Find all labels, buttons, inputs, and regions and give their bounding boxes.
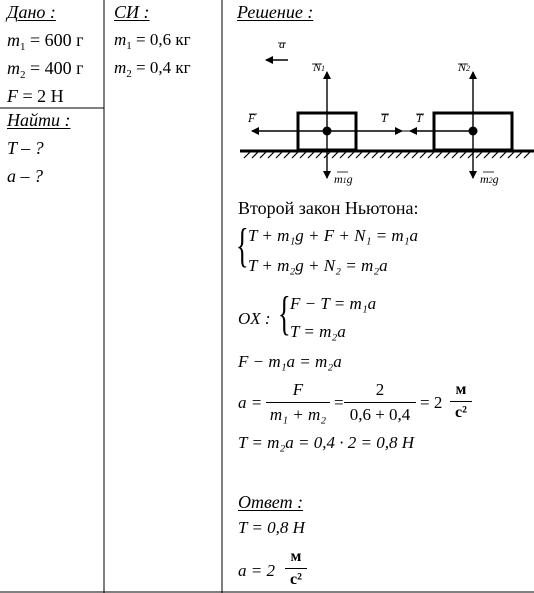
combined-equation: F − m₁a = m₂a (238, 352, 342, 371)
a-fraction-2-den: 0,6 + 0,4 (349, 405, 411, 424)
si-m2-value: = 0,4 кг (131, 58, 191, 77)
label-t-left: T (381, 111, 388, 125)
a-fraction-2-num: 2 (375, 380, 385, 399)
si-m2 (114, 58, 191, 80)
a-fraction-1-num: F (292, 380, 304, 399)
given-m2-index: 2 (20, 69, 26, 81)
given-header: Дано : (7, 2, 56, 22)
label-m2g: m2g (480, 172, 499, 186)
ox-label: OX : (238, 309, 271, 328)
newton-title: Второй закон Ньютона: (238, 198, 419, 218)
given-m1-symbol: m (7, 30, 20, 50)
answer-t: T = 0,8 Н (238, 518, 305, 537)
a-fraction-1 (266, 380, 330, 425)
label-n1: N1 (313, 60, 326, 74)
find-a: a – ? (7, 166, 43, 186)
system-1-line-1: T + m₁g + F + N₁ = m₁a (248, 226, 419, 245)
a-unit: м с² (450, 381, 472, 422)
system-1-line-2: T + m₂g + N₂ = m₂a (248, 256, 388, 275)
answer-header: Ответ : (238, 492, 304, 512)
given-m1-index: 1 (20, 41, 26, 53)
system-2-line-2: T = m₂a (290, 322, 346, 341)
given-m1 (7, 30, 84, 53)
label-t-right: T (416, 111, 423, 125)
si-m1 (114, 30, 191, 52)
t-calculation: T = m₂a = 0,4 · 2 = 0,8 Н (238, 433, 415, 452)
si-header: СИ : (114, 2, 150, 22)
solution-header: Решение : (237, 2, 314, 22)
label-m1g: m1g (334, 172, 353, 186)
system-2-line-1: F − T = m₁a (290, 294, 377, 313)
given-m2-value: = 400 г (25, 58, 84, 78)
system-1-brace: { (236, 219, 249, 272)
given-f-value: = 2 Н (18, 86, 64, 106)
a-result: = 2 (420, 393, 443, 412)
ground-surface (240, 151, 534, 158)
answer-a-unit: м с² (285, 548, 307, 589)
si-m1-value: = 0,6 кг (131, 30, 191, 49)
label-a: a (279, 37, 285, 51)
given-f-symbol: F (7, 86, 18, 106)
answer-a: a = 2 (238, 561, 275, 580)
si-m1-index: 1 (126, 40, 132, 52)
system-2-brace: { (278, 287, 291, 340)
given-m2-symbol: m (7, 58, 20, 78)
given-f (7, 86, 64, 107)
a-equals: = (334, 393, 344, 412)
a-fraction-2 (344, 380, 416, 425)
label-n2: N2 (458, 60, 471, 74)
a-fraction-1-den: m₁ + m₂ (269, 405, 327, 424)
a-lhs: a = (238, 393, 263, 412)
si-m1-symbol: m (114, 30, 127, 49)
label-f: F (248, 111, 256, 125)
find-t: T – ? (7, 138, 44, 158)
find-header: Найти : (7, 110, 71, 130)
si-m2-symbol: m (114, 58, 127, 77)
given-m1-value: = 600 г (25, 30, 84, 50)
si-m2-index: 2 (126, 68, 132, 80)
given-m2 (7, 58, 84, 81)
